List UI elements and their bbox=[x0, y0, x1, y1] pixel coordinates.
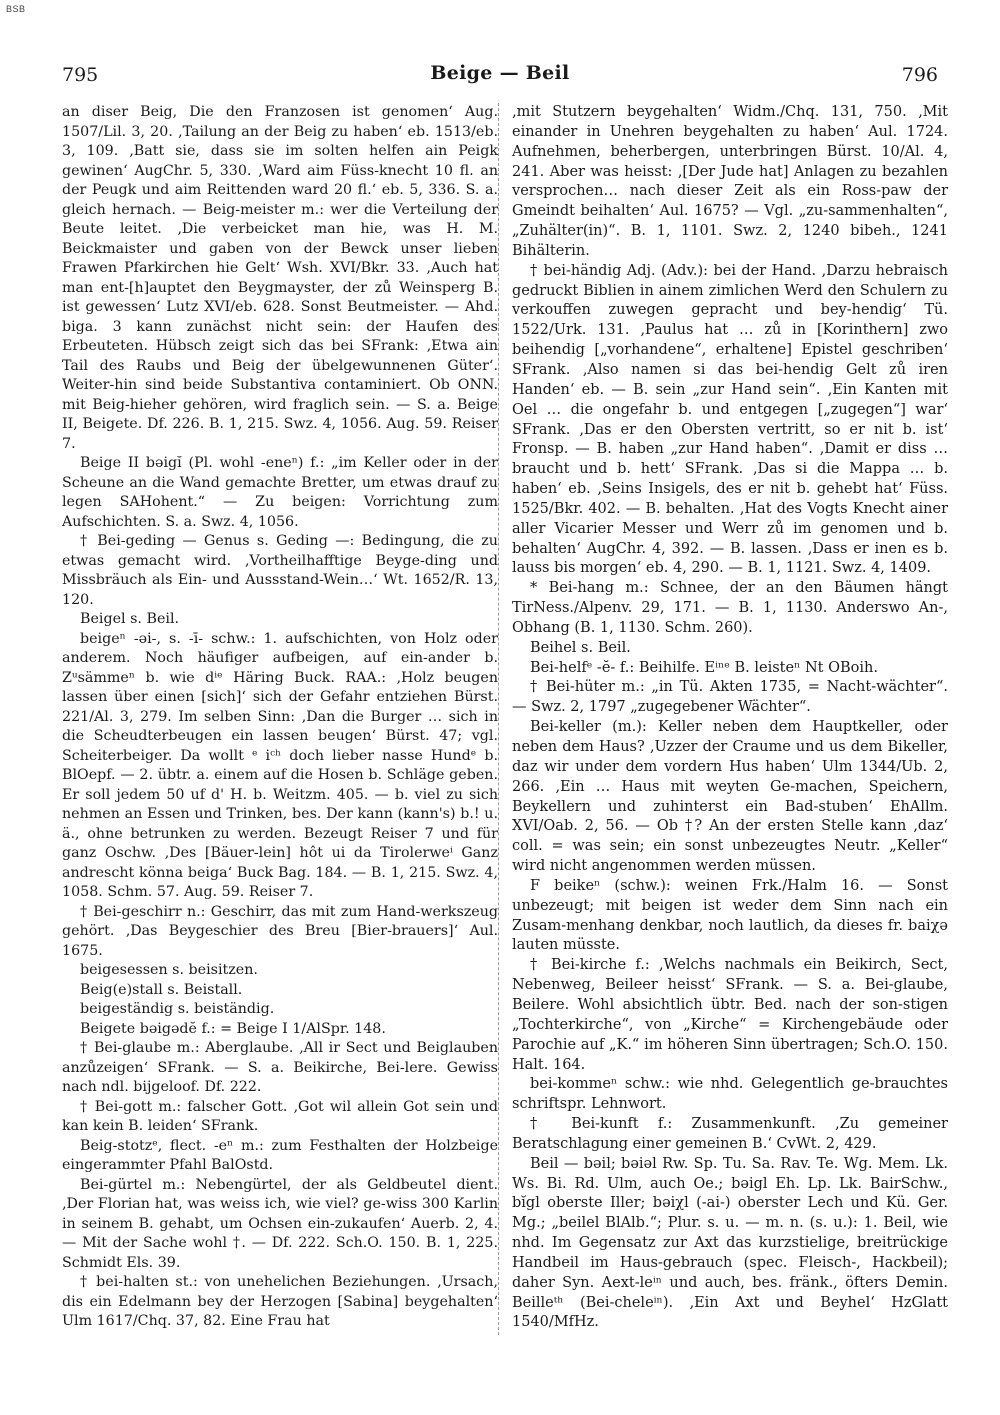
dictionary-entry: † Bei-kunft f.: Zusammenkunft. ‚Zu gemeiner Beratschlagung einer gemeinen B.‘ CvWt. 2, 429. bbox=[512, 1116, 948, 1152]
dictionary-entry: Beil — bəil; bəiəl Rw. Sp. Tu. Sa. Rav. Te. Wg. Mem. Lk. Ws. Bi. Rd. Ulm, auch Oe.; bəigl Eh. Lp. Lk. BairSchw., bĭgl oberste Iller; bəiχl (-ai-) oberster Lech und Kü. Ger. Mg.; „beilel BlAlb.“; Plur. s. u. — m. n. (s. u.): 1. Beil, wie nhd. Im Gegensatz zur Axt das kurzstielige, breitrückige Handbeil im Haus-gebrauch (spec. Fleisch-, Hackbeil); daher Syn. Aext-leⁱⁿ und auch, bes. fränk., öfters Demin. Beilleᵗʰ (Bei-cheleⁱⁿ). ‚Ein Axt und Beyhel‘ HzGlatt 1540/MfHz. bbox=[512, 1155, 948, 1331]
right-column bbox=[512, 103, 948, 1333]
dictionary-entry: * Bei-hang m.: Schnee, der an den Bäumen hängt TirNess./Alpenv. 29, 171. — B. 1, 1130. Anderswo An-, Obhang (B. 1, 1130. Schm. 260). bbox=[512, 580, 948, 636]
dictionary-entry: beigeständig s. beiständig. bbox=[80, 1001, 275, 1017]
library-stamp: BSB bbox=[6, 4, 26, 14]
dictionary-entry: Beigel s. Beil. bbox=[80, 611, 180, 627]
page-number-right: 796 bbox=[901, 64, 938, 86]
dictionary-entry: † Bei-kirche f.: ‚Welchs nachmals ein Beikirch, Sect, Nebenweg, Beileer heisst‘ SFrank. — S. a. Bei-glaube, Beilere. Wohl absichtlich übtr. Bed. nach der son-stigen „Tochterkirche“, von „Kirche“ = Kirchengebäude oder Parochie auf „K.“ im höheren Sinn übertragen; Sch.O. 150. Halt. 164. bbox=[512, 957, 948, 1073]
dictionary-entry: † bei-händig Adj. (Adv.): bei der Hand. ‚Darzu hebraisch gedruckt Biblien in ainem zimlichen Werd den Schulern zu verkouffen zuwegen gepracht und bey-hendig‘ Tü. 1522/Urk. 131. ‚Paulus hat … zů in [Korinthern] zwo beihendig [„vorhandene“, erhaltene] Epistel geschriben‘ SFrank. ‚Also namen si das bei-hendig Gelt zů iren Handen‘ eb. — B. sein „zur Hand sein“. ‚Ein Kanten mit Oel … die ongefahr b. und entgegen [„zugegen“] war‘ SFrank. ‚Das er den Obersten vertritt, so er nit b. ist‘ Fronsp. — B. haben „zur Hand haben“. ‚Damit er diss … braucht und b. hett‘ SFrank. ‚Das si die Mappa … b. haben‘ eb. ‚Seins Insigels, des er nit b. gehebt hat‘ Füss. 1525/Bkr. 402. — B. behalten. ‚Hat des Vogts Knecht ainer aller Vicarier Messer und Werr zů im genomen und b. behalten‘ AugChr. 4, 392. — B. lassen. ‚Dass er inen es b. lauss bis morgen‘ eb. 4, 290. — B. 1, 1121. Swz. 4, 1409. bbox=[512, 262, 948, 577]
page-title: Beige — Beil bbox=[430, 62, 570, 84]
dictionary-entry: Beig-stotzᵉ, flect. -eⁿ m.: zum Festhalten der Holzbeige eingerammter Pfahl BalOstd. bbox=[62, 1137, 498, 1173]
dictionary-entry: † bei-halten st.: von unehelichen Beziehungen. ‚Ursach, dis ein Edelmann bey der Herzogen [Sabina] beygehalten‘ Ulm 1617/Chq. 37, 82. Eine Frau hat bbox=[62, 1274, 498, 1329]
left-column bbox=[62, 103, 498, 1332]
dictionary-entry: an diser Beig, Die den Franzosen ist genomen‘ Aug. 1507/Lil. 3, 20. ‚Tailung an der Beig zu haben‘ eb. 1513/eb. 3, 109. ‚Batt sie, dass sie im solten helfen ain Peigk gewinen‘ AugChr. 5, 330. ‚Ward aim Füss-knecht 10 fl. an der Peugk und aim Reittenden ward 20 fl.‘ eb. 5, 336. S. a. gleich hernach. — Beig-meister m.: wer die Verteilung der Beute leitet. ‚Die verbeicket man hie, was H. M. Beickmaister und gaben von der Bewck unser lieben Frawen Pfarkirchen hie Gelt‘ Wsh. XVI/Bkr. 33. ‚Auch hat man ent-[h]auptet den Beygmayster, der zů Weinsperg B. ist gewessen‘ Lutz XVI/eb. 628. Sonst Beutmeister. — Ahd. biga. 3 kann zunächst nicht sein: der Haufen des Erbeuteten. Hübsch zeigt sich das bei SFrank: ‚Etwa ain Tail des Raubs und Beig der übelgewunnenen Güter‘. Weiter-hin sind beide Substantiva contaminiert. Ob ONN. mit Beig-hieher gehören, wird fraglich sein. — S. a. Beige II, Beigete. Df. 226. B. 1, 215. Swz. 4, 1056. Aug. 59. Reiser 7. bbox=[62, 104, 498, 452]
dictionary-entry: † Bei-gott m.: falscher Gott. ‚Got wil allein Got sein und kan kein B. leiden‘ SFrank. bbox=[62, 1098, 498, 1134]
dictionary-entry: bei-kommeⁿ schw.: wie nhd. Gelegentlich ge-brauchtes schriftspr. Lehnwort. bbox=[512, 1076, 948, 1113]
dictionary-entry: Bei-helfᵉ -ĕ- f.: Beihilfe. Eⁱⁿᵉ B. leisteⁿ Nt OBoih. bbox=[530, 659, 878, 676]
dictionary-entry: Beig(e)stall s. Beistall. bbox=[80, 981, 243, 998]
dictionary-entry: Beige II bəigĭ (Pl. wohl -eneⁿ) f.: „im Keller oder in der Scheune an die Wand gemachte Bretter, um etwas drauf zu legen SAHohent.“ — Zu beigen: Vorrichtung zum Aufschichten. S. a. Swz. 4, 1056. bbox=[62, 455, 498, 530]
dictionary-entry: beigesessen s. beisitzen. bbox=[80, 962, 258, 978]
dictionary-entry: † Bei-geding — Genus s. Geding —: Bedingung, die zu etwas gemacht wird. ‚Vortheilhafftige Beyge-ding und Missbräuch als Ein- und Aussstand-Wein…‘ Wt. 1652/R. 13, 120. bbox=[62, 533, 498, 608]
dictionary-entry: Beigete bəigədĕ f.: = Beige I 1/AlSpr. 148. bbox=[80, 1020, 386, 1037]
dictionary-entry: † Bei-hüter m.: „in Tü. Akten 1735, = Nacht-wächter“. — Swz. 2, 1797 „zugegebener Wächter“. bbox=[512, 679, 948, 716]
dictionary-entry: Beihel s. Beil. bbox=[530, 639, 631, 656]
dictionary-entry: † Bei-glaube m.: Aberglaube. ‚All ir Sect und Beiglauben anzůzeigen‘ SFrank. — S. a. Beikirche, Bei-lere. Gewiss nach ndl. bijgeloof. Df. 222. bbox=[62, 1040, 498, 1095]
dictionary-entry: F beikeⁿ (schw.): weinen Frk./Halm 16. — Sonst unbezeugt; mit beigen ist weder dem Sinn nach ein Zusam-menhang denkbar, noch lautlich, da dieses fr. baiχə lauten müsste. bbox=[512, 877, 948, 954]
page-number-left: 795 bbox=[62, 64, 99, 86]
dictionary-entry: ‚mit Stutzern beygehalten‘ Widm./Chq. 131, 750. ‚Mit einander in Unehren beygehalten zu haben‘ Aul. 1724. Aufnehmen, beherbergen, unterbringen Bürst. 10/Al. 4, 241. Aber was heisst: ‚[Der Jude hat] Anlagen zu bezahlen versprochen… nach dieser Zeit als ein Ross-paw der Gmeindt beihalten‘ Aul. 1675? — Vgl. „zu-sammenhalten“, „Zuhälter(in)“. B. 1, 1101. Swz. 2, 1240 bibeh., 1241 Bihälterin. bbox=[512, 104, 948, 259]
dictionary-entry: Bei-gürtel m.: Nebengürtel, der als Geldbeutel dient. ‚Der Florian hat, was weiss ich, wie viel? ge-wiss 300 Karlin in seinem B. gehabt, um Ochsen ein-zukaufen‘ Auerb. 2, 4. — Mit der Sache wohl †. — Df. 222. Sch.O. 150. B. 1, 225. Schmidt Els. 39. bbox=[62, 1176, 498, 1271]
dictionary-entry: Bei-keller (m.): Keller neben dem Hauptkeller, oder neben dem Haus? ‚Uzzer der Craume und us dem Bikeller, daz wir under dem vordern Hus haben‘ Ulm 1344/Ub. 2, 266. ‚Ein … Haus mit weyten Ge-machen, Speichern, Beykellern und zuhinterst ein Bad-stuben‘ EhAllm. XVI/Oab. 2, 56. — Ob †? An der ersten Stelle kann ‚daz‘ coll. = was sein; ein sonst unbezeugtes Neutr. „Keller“ wird nicht angenommen werden müssen. bbox=[512, 719, 948, 875]
dictionary-entry: beigeⁿ -əi-, s. -ī- schw.: 1. aufschichten, von Holz oder anderem. Noch häufiger aufbeigen, auf ein-ander b. Zᵘsämmeⁿ b. wie dⁱᵉ Häring Buck. RAA.: ‚Holz beugen lassen über einen [sich]‘ sich der Gefahr entziehen Bürst. 221/Al. 3, 279. Im selben Sinn: ‚Dan die Burger … sich in die Scheudterbeugen ein lassen beugen‘ Bürst. 47; vgl. Scheiterbeiger. Da wollt ᵉ iᶜʰ doch lieber nasse Hundᵉ b. BlOepf. — 2. übtr. a. einem auf die Hosen b. Schläge geben. Er soll jedem 50 uf d' H. b. Weitzm. 405. — b. viel zu sich nehmen an Essen und Trinken, bes. Der kann (kann's) b.! u. ä., ohne betrunken zu werden. Bezeugt Reiser 7 und für ganz Oschw. ‚Des [Bäuer-lein] hôt ui da Tirolerweⁱ Ganz andrescht könna beiga‘ Buck Bag. 184. — B. 1, 215. Swz. 4, 1058. Schm. 57. Aug. 59. Reiser 7. bbox=[62, 630, 498, 900]
dictionary-entry: † Bei-geschirr n.: Geschirr, das mit zum Hand-werkszeug gehört. ‚Das Beygeschier des Breu [Bier-brauers]‘ Aul. 1675. bbox=[62, 903, 498, 959]
page-header bbox=[62, 62, 938, 90]
column-divider bbox=[498, 103, 499, 1335]
